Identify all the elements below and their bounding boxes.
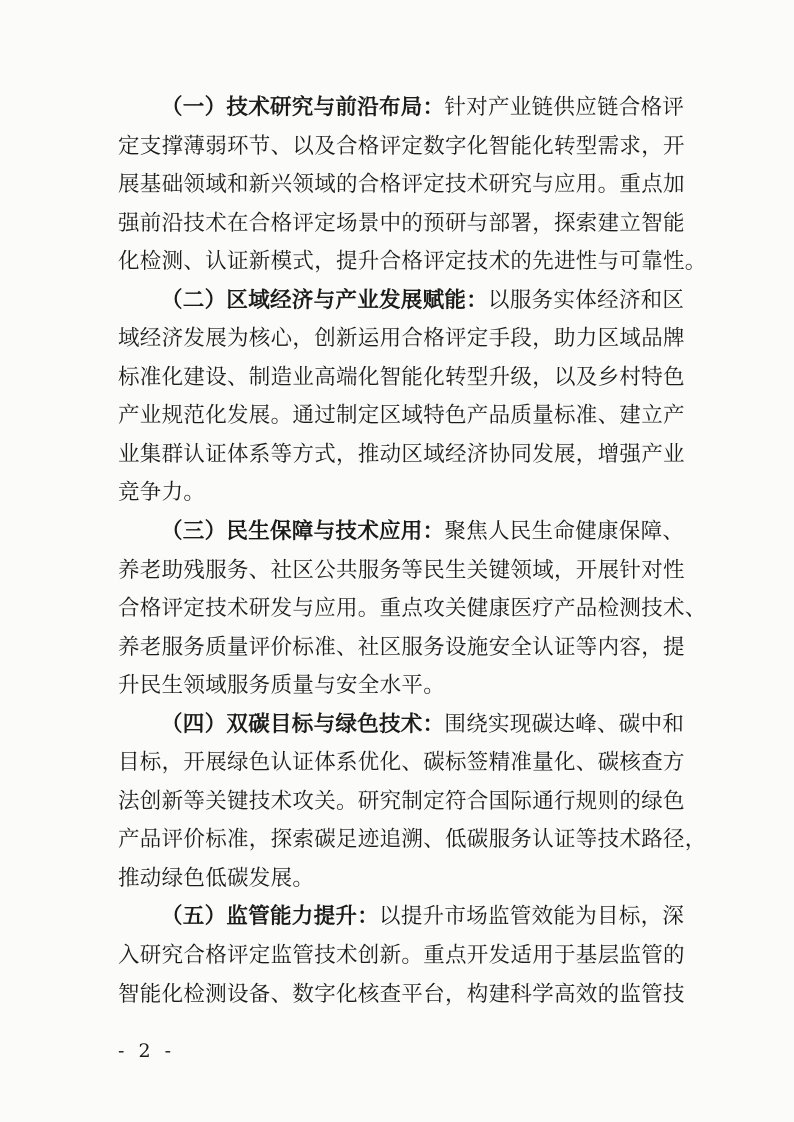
paragraph-text: 以服务实体经济和区 <box>488 287 685 313</box>
paragraph-first-line <box>118 706 698 745</box>
paragraph-line: 合格评定技术研发与应用。重点攻关健康医疗产品检测技术、 <box>118 596 707 622</box>
paragraph-first-line <box>118 89 698 128</box>
page-number: - 2 - <box>118 1040 176 1062</box>
section-heading: （二）区域经济与产业发展赋能： <box>161 287 489 313</box>
paragraph-2 <box>118 282 698 513</box>
paragraph-text: 围绕实现碳达峰、碳中和 <box>444 711 685 737</box>
paragraph-line: 标准化建设、制造业高端化智能化转型升级，以及乡村特色 <box>118 364 685 390</box>
paragraph-line: 升民生领域服务质量与安全水平。 <box>118 673 446 699</box>
paragraph-line: 推动绿色低碳发展。 <box>118 865 315 891</box>
paragraph-line: 养老助残服务、社区公共服务等民生关键领域，开展针对性 <box>118 557 685 583</box>
paragraph-first-line <box>118 898 698 937</box>
paragraph-text: 针对产业链供应链合格评 <box>444 95 685 120</box>
paragraph-line: 定支撑薄弱环节、以及合格评定数字化智能化转型需求，开 <box>118 133 685 159</box>
paragraph-line: 智能化检测设备、数字化核查平台，构建科学高效的监管技 <box>118 981 685 1007</box>
document-body <box>118 89 707 1014</box>
section-heading: （一）技术研究与前沿布局： <box>161 95 445 120</box>
paragraph-line: 业集群认证体系等方式，推动区域经济协同发展，增强产业 <box>118 441 685 467</box>
paragraph-line: 竞争力。 <box>118 480 206 506</box>
paragraph-first-line <box>118 513 698 552</box>
paragraph-line: 展基础领域和新兴领域的合格评定技术研究与应用。重点加 <box>118 172 685 198</box>
paragraph-line: 入研究合格评定监管技术创新。重点开发适用于基层监管的 <box>118 943 685 969</box>
paragraph-3 <box>118 513 707 706</box>
paragraph-line: 目标，开展绿色认证体系优化、碳标签精准量化、碳核查方 <box>118 750 685 776</box>
paragraph-line: 养老服务质量评价标准、社区服务设施安全认证等内容，提 <box>118 634 685 660</box>
paragraph-line: 强前沿技术在合格评定场景中的预研与部署，探索建立智能 <box>118 210 685 236</box>
paragraph-1 <box>118 89 707 282</box>
section-heading: （四）双碳目标与绿色技术： <box>161 711 445 737</box>
paragraph-text: 以提升市场监管效能为目标，深 <box>379 904 685 930</box>
paragraph-first-line <box>118 282 698 321</box>
paragraph-line: 法创新等关键技术攻关。研究制定符合国际通行规则的绿色 <box>118 788 685 814</box>
paragraph-line: 产业规范化发展。通过制定区域特色产品质量标准、建立产 <box>118 403 685 429</box>
paragraph-line: 化检测、认证新模式，提升合格评定技术的先进性与可靠性。 <box>118 249 707 275</box>
paragraph-4 <box>118 706 707 899</box>
section-heading: （三）民生保障与技术应用： <box>161 519 445 545</box>
section-heading: （五）监管能力提升： <box>161 904 380 930</box>
paragraph-text: 聚焦人民生命健康保障、 <box>444 519 685 545</box>
paragraph-line: 域经济发展为核心，创新运用合格评定手段，助力区域品牌 <box>118 326 685 352</box>
paragraph-5 <box>118 898 698 1014</box>
paragraph-line: 产品评价标准，探索碳足迹追溯、低碳服务认证等技术路径， <box>118 827 707 853</box>
